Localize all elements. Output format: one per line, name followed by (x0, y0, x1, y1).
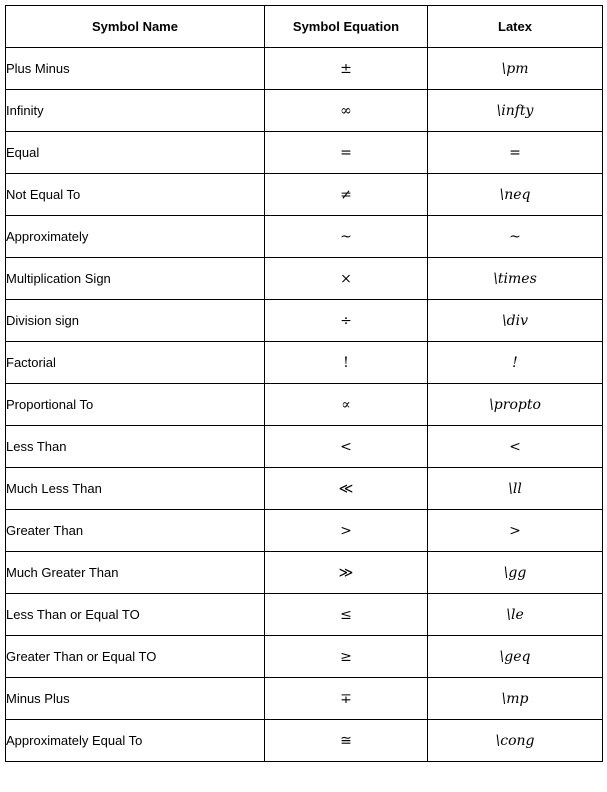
latex-cell: \propto (428, 384, 603, 426)
symbol-name-cell: Equal (6, 132, 265, 174)
table-row (6, 132, 603, 174)
symbol-name-cell: Less Than or Equal TO (6, 594, 265, 636)
latex-cell: \cong (428, 720, 603, 762)
symbol-name-cell: Less Than (6, 426, 265, 468)
table-row (6, 258, 603, 300)
symbol-equation-cell: ≤ (265, 594, 428, 636)
symbol-equation-cell: = (265, 132, 428, 174)
table-row (6, 510, 603, 552)
symbol-name-cell: Division sign (6, 300, 265, 342)
symbol-equation-cell: ÷ (265, 300, 428, 342)
symbol-name-cell: Multiplication Sign (6, 258, 265, 300)
table-row (6, 636, 603, 678)
latex-cell: \mp (428, 678, 603, 720)
latex-cell: \div (428, 300, 603, 342)
latex-cell: \geq (428, 636, 603, 678)
latex-cell: \neq (428, 174, 603, 216)
symbol-equation-cell: ! (265, 342, 428, 384)
symbol-name-cell: Not Equal To (6, 174, 265, 216)
latex-cell: = (428, 132, 603, 174)
symbol-equation-cell: ∞ (265, 90, 428, 132)
symbol-name-cell: Infinity (6, 90, 265, 132)
table-row (6, 48, 603, 90)
symbol-name-cell: Approximately (6, 216, 265, 258)
table-row (6, 90, 603, 132)
symbol-name-cell: Much Greater Than (6, 552, 265, 594)
header-latex: Latex (428, 6, 603, 48)
latex-cell: \times (428, 258, 603, 300)
table-row (6, 426, 603, 468)
symbol-equation-cell: ∓ (265, 678, 428, 720)
latex-cell: > (428, 510, 603, 552)
table-row (6, 300, 603, 342)
symbol-equation-cell: > (265, 510, 428, 552)
header-symbol-equation: Symbol Equation (265, 6, 428, 48)
table-row (6, 216, 603, 258)
table-row (6, 342, 603, 384)
latex-cell: \infty (428, 90, 603, 132)
symbol-equation-cell: ≪ (265, 468, 428, 510)
symbol-name-cell: Greater Than (6, 510, 265, 552)
symbol-name-cell: Minus Plus (6, 678, 265, 720)
table-row (6, 552, 603, 594)
latex-cell: \pm (428, 48, 603, 90)
table-row (6, 720, 603, 762)
symbol-name-cell: Much Less Than (6, 468, 265, 510)
symbol-equation-cell: ~ (265, 216, 428, 258)
table-row (6, 384, 603, 426)
symbol-equation-cell: ≅ (265, 720, 428, 762)
table-row (6, 678, 603, 720)
symbol-name-cell: Proportional To (6, 384, 265, 426)
symbol-equation-cell: × (265, 258, 428, 300)
latex-cell: \ll (428, 468, 603, 510)
symbol-equation-cell: ≫ (265, 552, 428, 594)
latex-cell: ~ (428, 216, 603, 258)
latex-cell: \le (428, 594, 603, 636)
latex-cell: \gg (428, 552, 603, 594)
symbol-equation-cell: ∝ (265, 384, 428, 426)
header-row (6, 6, 603, 48)
latex-cell: ! (428, 342, 603, 384)
table-row (6, 468, 603, 510)
latex-cell: < (428, 426, 603, 468)
symbol-equation-cell: ≠ (265, 174, 428, 216)
symbol-name-cell: Factorial (6, 342, 265, 384)
symbol-equation-cell: < (265, 426, 428, 468)
symbol-table (5, 5, 603, 762)
symbol-name-cell: Greater Than or Equal TO (6, 636, 265, 678)
header-symbol-name: Symbol Name (6, 6, 265, 48)
symbol-name-cell: Plus Minus (6, 48, 265, 90)
symbol-equation-cell: ± (265, 48, 428, 90)
table-row (6, 594, 603, 636)
symbol-name-cell: Approximately Equal To (6, 720, 265, 762)
symbol-equation-cell: ≥ (265, 636, 428, 678)
table-row (6, 174, 603, 216)
